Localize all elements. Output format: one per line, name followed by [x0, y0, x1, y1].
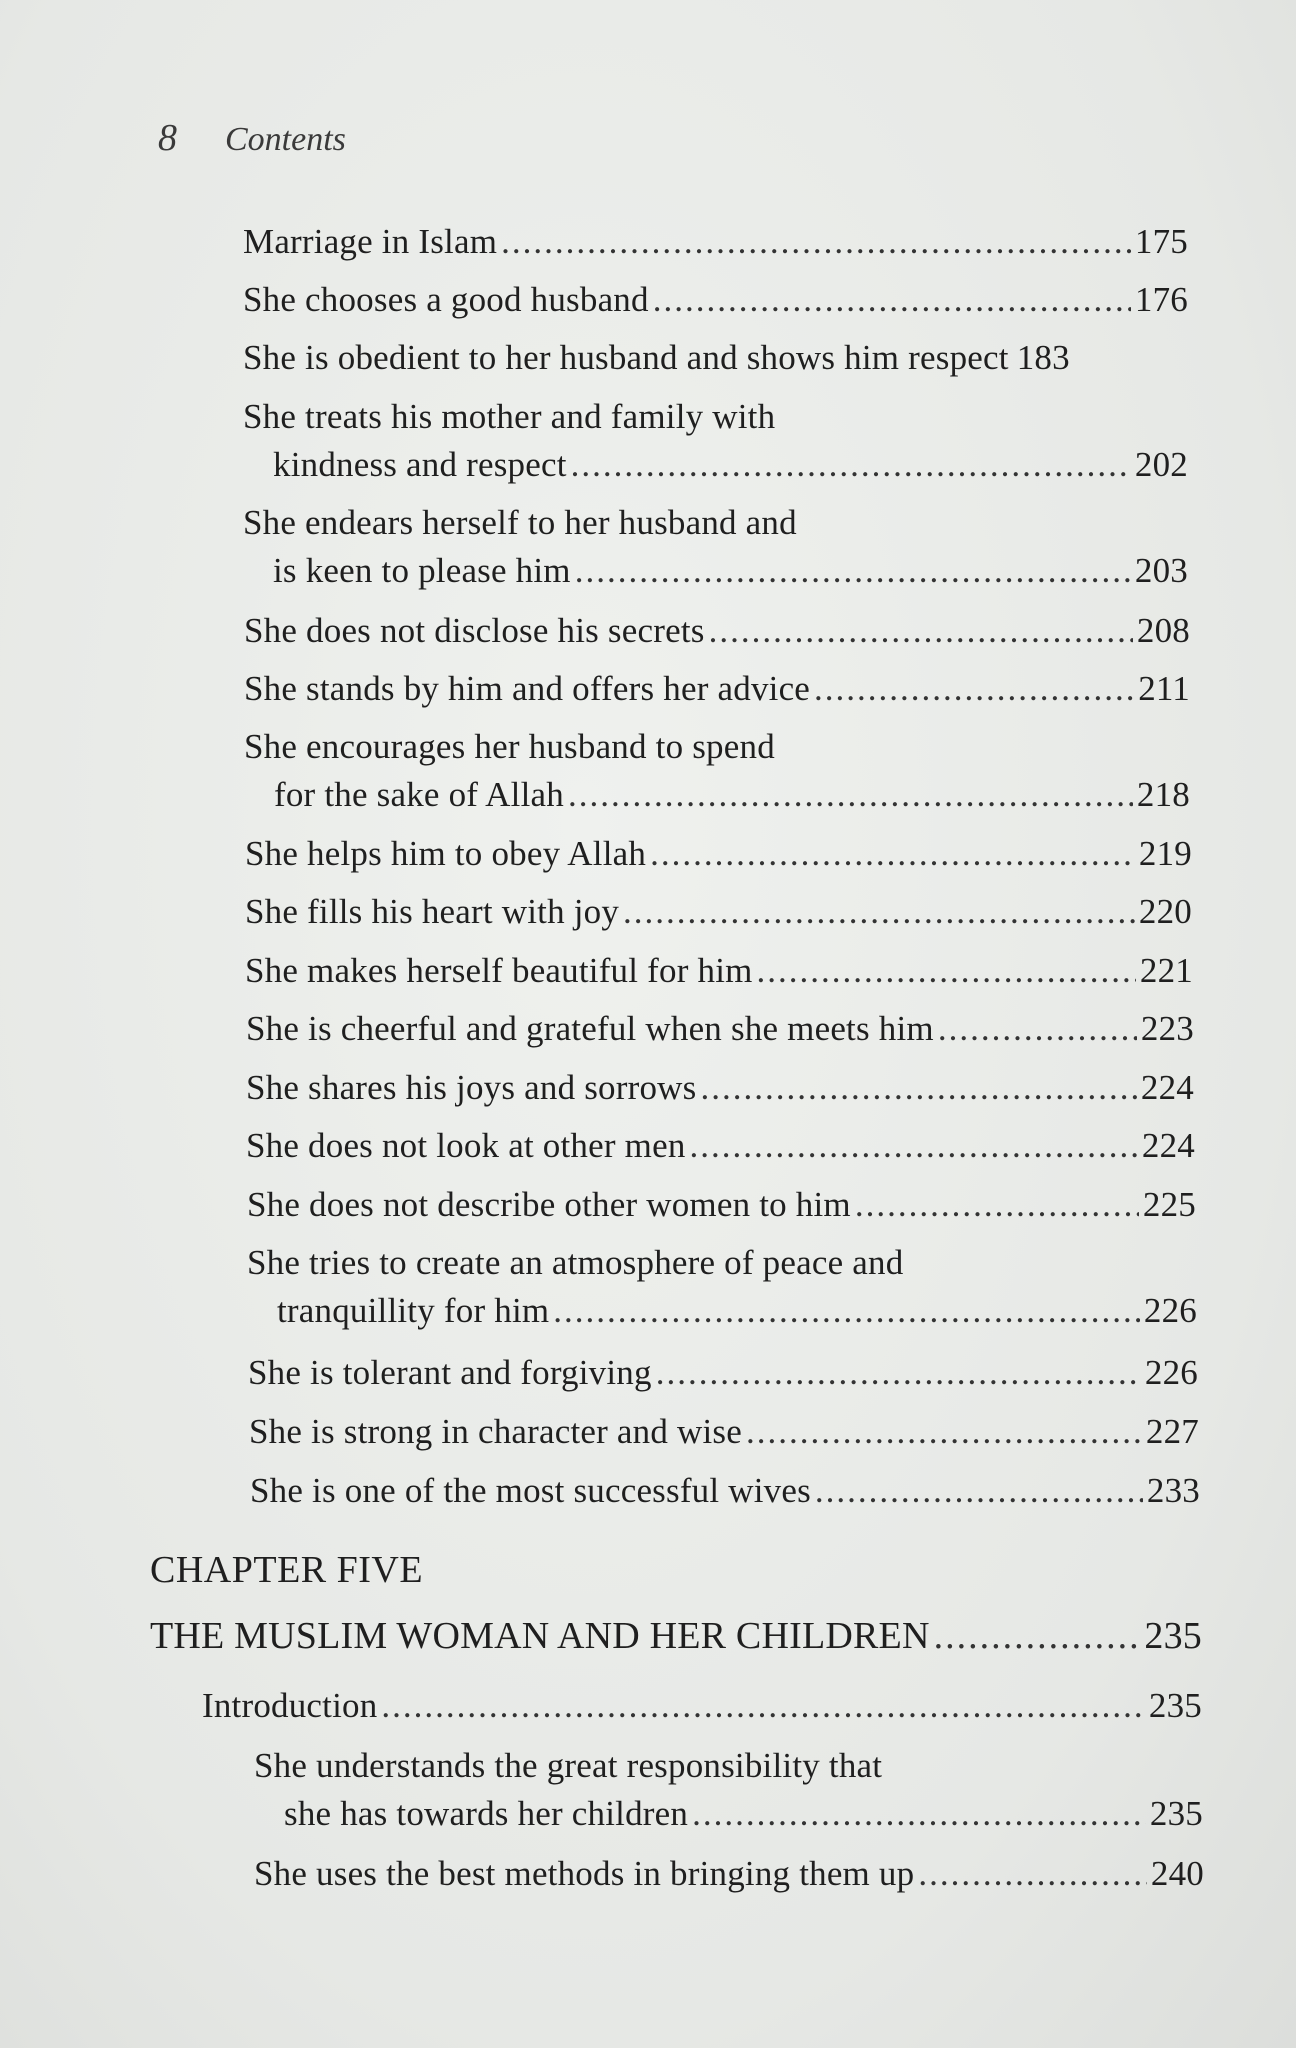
- entry-page: 227: [1145, 1412, 1199, 1451]
- entry-title: She is one of the most successful wives: [250, 1471, 811, 1510]
- entry-page: 235: [1149, 1794, 1203, 1833]
- entry-page: 221: [1139, 951, 1193, 990]
- entry-page: 208: [1136, 611, 1190, 650]
- entry-page: 225: [1142, 1185, 1196, 1224]
- dot-leader: [934, 1612, 1141, 1660]
- toc-entry: [243, 218, 1188, 266]
- dot-leader: [700, 1064, 1136, 1112]
- entry-page: 218: [1136, 775, 1190, 814]
- entry-page: 224: [1140, 1068, 1194, 1107]
- running-header: [158, 116, 346, 160]
- toc-entry: [243, 499, 1188, 595]
- entry-title: She does not disclose his secrets: [244, 611, 705, 650]
- dot-leader: [815, 1467, 1143, 1515]
- dot-leader: [855, 1181, 1139, 1229]
- entry-page: 202: [1134, 445, 1188, 484]
- toc-entry: [248, 1349, 1198, 1397]
- toc-entry: [244, 665, 1190, 713]
- entry-title-line1: She endears herself to her husband and: [243, 503, 797, 542]
- entry-title: tranquillity for him: [277, 1291, 550, 1330]
- entry-page: 219: [1138, 834, 1192, 873]
- dot-leader: [571, 441, 1131, 489]
- dot-leader: [692, 1790, 1146, 1838]
- dot-leader: [757, 947, 1136, 995]
- entry-page: 176: [1134, 280, 1188, 319]
- toc-entry: [243, 393, 1188, 489]
- entry-page: 220: [1138, 892, 1192, 931]
- chapter-title: THE MUSLIM WOMAN AND HER CHILDREN: [150, 1615, 930, 1657]
- entry-title: She does not describe other women to him: [247, 1185, 851, 1224]
- entry-title-line1: She treats his mother and family with: [243, 397, 776, 436]
- toc-entry: [249, 1408, 1199, 1456]
- entry-title: She helps him to obey Allah: [245, 834, 647, 873]
- dot-leader: [650, 830, 1135, 878]
- entry-page: 240: [1150, 1854, 1204, 1893]
- chapter-heading: CHAPTER FIVE: [150, 1549, 424, 1591]
- dot-leader: [656, 1349, 1141, 1397]
- entry-page: 211: [1138, 669, 1190, 708]
- entry-title: She fills his heart with joy: [245, 892, 620, 931]
- running-title: Contents: [225, 121, 346, 158]
- entry-title: She is strong in character and wise: [249, 1412, 742, 1451]
- entry-title-line1: She understands the great responsibility that: [254, 1746, 883, 1785]
- entry-title: kindness and respect: [273, 445, 567, 484]
- entry-page: 183: [1016, 338, 1070, 377]
- entry-page: 175: [1134, 222, 1188, 261]
- toc-entry: [243, 276, 1188, 324]
- entry-title-line1: She encourages her husband to spend: [244, 727, 775, 766]
- entry-title: Introduction: [202, 1686, 378, 1725]
- toc-entry: [246, 1122, 1195, 1170]
- entry-title: She uses the best methods in bringing them up: [254, 1854, 915, 1893]
- chapter-title-entry: [150, 1612, 1202, 1660]
- entry-page: 235: [1144, 1615, 1202, 1657]
- toc-entry: [202, 1682, 1202, 1730]
- entry-title: She is cheerful and grateful when she meets him: [246, 1009, 934, 1048]
- toc-entry: [246, 1064, 1194, 1112]
- dot-leader: [381, 1682, 1144, 1730]
- toc-entry: [254, 1742, 1203, 1838]
- entry-title: for the sake of Allah: [274, 775, 564, 814]
- dot-leader: [709, 607, 1133, 655]
- toc-entry: [250, 1467, 1200, 1515]
- entry-title: She stands by him and offers her advice: [244, 669, 811, 708]
- dot-leader: [690, 1122, 1138, 1170]
- toc-entry: [254, 1850, 1204, 1898]
- entry-page: 226: [1143, 1291, 1197, 1330]
- dot-leader: [653, 276, 1131, 324]
- toc-entry: [244, 723, 1190, 819]
- entry-page: 226: [1144, 1353, 1198, 1392]
- entry-page: 203: [1134, 551, 1188, 590]
- dot-leader: [501, 218, 1131, 266]
- dot-leader: [746, 1408, 1142, 1456]
- page-number: 8: [158, 117, 177, 159]
- toc-entry: [246, 1005, 1194, 1053]
- entry-page: 223: [1140, 1009, 1194, 1048]
- entry-title: She makes herself beautiful for him: [245, 951, 753, 990]
- entry-title: is keen to please him: [273, 551, 571, 590]
- entry-title: she has towards her children: [284, 1794, 689, 1833]
- dot-leader: [623, 888, 1135, 936]
- entry-page: 224: [1141, 1126, 1195, 1165]
- dot-leader: [568, 771, 1133, 819]
- entry-title: She is obedient to her husband and shows him respect: [243, 338, 1009, 377]
- entry-title: She does not look at other men: [246, 1126, 686, 1165]
- dot-leader: [553, 1287, 1140, 1335]
- entry-page: 235: [1148, 1686, 1202, 1725]
- entry-title: She shares his joys and sorrows: [246, 1068, 697, 1107]
- entry-page: 233: [1146, 1471, 1200, 1510]
- toc-entry: [247, 1239, 1197, 1335]
- dot-leader: [575, 547, 1131, 595]
- dot-leader: [814, 665, 1134, 713]
- toc-entry: [245, 888, 1192, 936]
- entry-title: She is tolerant and forgiving: [248, 1353, 652, 1392]
- dot-leader: [938, 1005, 1137, 1053]
- dot-leader: [918, 1850, 1147, 1898]
- entry-title: She chooses a good husband: [243, 280, 649, 319]
- toc-entry: [245, 830, 1192, 878]
- toc-entry: [243, 334, 1188, 382]
- toc-entry: [244, 607, 1190, 655]
- toc-entry: [245, 947, 1193, 995]
- entry-title: Marriage in Islam: [243, 222, 498, 261]
- entry-title-line1: She tries to create an atmosphere of peace and: [247, 1243, 904, 1282]
- toc-entry: [247, 1181, 1196, 1229]
